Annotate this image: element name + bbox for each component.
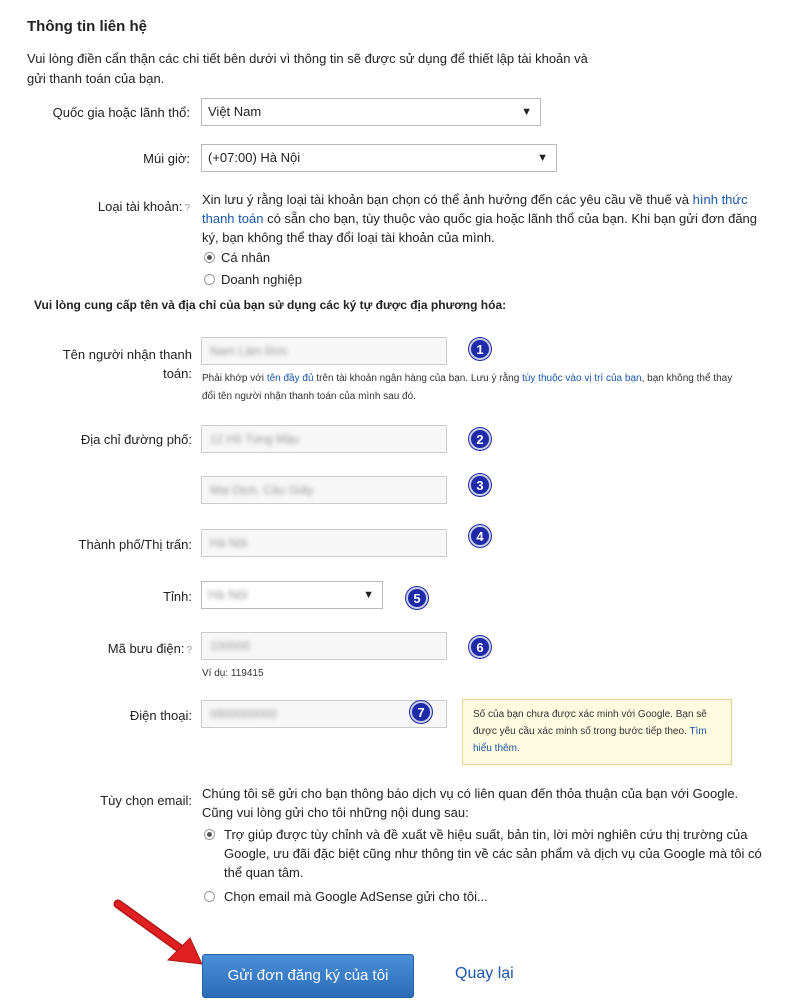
badge-6: 6 [469,636,491,658]
email-option-1-label: Trợ giúp được tùy chỉnh và đề xuất về hiệu suất, bản tin, lời mời nghiên cứu thị trường của Google, ưu đãi đặc biệt cũng như thông tin về các sản phẩm và dịch vụ của Google mà tôi có thể quan tâm. [224,827,762,880]
country-select[interactable] [201,98,541,126]
payee-label-line1: Tên người nhận thanh [62,347,192,362]
radio-selected-icon [204,252,215,263]
caret-down-icon: ▼ [521,106,532,118]
phone-value: 0900000000 [210,707,277,721]
street-value-1: 12 Hồ Tùng Mậu [210,432,300,446]
full-name-link[interactable]: tên đầy đủ [266,373,314,384]
phone-tip-text: Số của bạn chưa được xác minh với Google. Bạn sẽ được yêu cầu xác minh số trong bước tiếp theo. [473,709,707,737]
account-type-note-prefix: Xin lưu ý rằng loại tài khoản bạn chọn có thể ảnh hưởng đến các yêu cầu về thuế và [202,192,690,207]
payee-label-line2: toán: [163,366,192,381]
location-link[interactable]: tùy thuộc vào vị trí của bạn [522,373,642,384]
province-value: Hà Nội [208,587,248,602]
section-title: Thông tin liên hệ [27,18,147,35]
badge-5: 5 [406,587,428,609]
street-input-1[interactable] [201,425,447,453]
postal-label-text: Mã bưu điện: [107,641,185,656]
email-label: Tùy chọn email: [100,793,192,808]
radio-individual-label: Cá nhân [221,250,271,265]
city-value: Hà Nội [210,536,247,550]
street-input-2[interactable] [201,476,447,504]
province-select[interactable] [201,581,383,609]
email-option-1[interactable] [204,825,764,882]
phone-label: Điện thoại: [129,708,192,723]
section-intro: Vui lòng điền cẩn thận các chi tiết bên dưới vì thông tin sẽ được sử dụng để thiết lập tài khoản và gửi thanh toán của bạn. [27,51,588,86]
radio-selected-icon [204,829,215,840]
country-value: Việt Nam [208,104,262,119]
email-option-2-label: Chọn email mà Google AdSense gửi cho tôi... [224,889,488,904]
caret-down-icon: ▼ [537,152,548,164]
timezone-label: Múi giờ: [143,151,190,166]
learn-more-link[interactable]: Tìm hiểu thêm. [473,726,707,754]
localized-heading: Vui lòng cung cấp tên và địa chỉ của bạn sử dụng các ký tự được địa phương hóa: [34,298,507,312]
badge-7: 7 [410,701,432,723]
payment-methods-link[interactable]: hình thức thanh toán [202,192,748,226]
postal-input[interactable] [201,632,447,660]
payee-hint [202,370,742,406]
postal-example: Ví dụ: 119415 [202,668,264,679]
radio-unselected-icon [204,274,215,285]
payee-hint-mid: trên tài khoản ngân hàng của bạn. Lưu ý rằng [316,373,520,384]
account-type-label-text: Loại tài khoản: [97,199,183,214]
email-option-2[interactable] [204,887,764,906]
account-type-note-suffix: Khi bạn gửi đơn đăng ký, bạn không thể thay đổi loại tài khoản của mình. [202,211,758,245]
street-value-2: Mai Dịch, Cầu Giấy [210,483,314,497]
phone-tooltip [462,699,732,765]
radio-business[interactable] [204,270,302,289]
radio-individual[interactable] [204,248,270,267]
badge-2: 2 [469,428,491,450]
badge-4: 4 [469,525,491,547]
caret-down-icon: ▼ [363,589,374,601]
payee-label [20,345,192,383]
country-label: Quốc gia hoặc lãnh thổ: [52,105,190,120]
badge-1: 1 [469,338,491,360]
submit-button[interactable]: Gửi đơn đăng ký của tôi [202,954,414,998]
city-label: Thành phố/Thị trấn: [78,537,192,552]
payee-name-input[interactable] [201,337,447,365]
back-link[interactable]: Quay lại [455,965,514,982]
postal-label [20,641,192,656]
account-type-note-mid: có sẵn cho bạn, tùy thuộc vào quốc gia hoặc lãnh thổ của bạn. [267,211,628,226]
province-label: Tỉnh: [163,589,192,604]
help-icon[interactable]: ? [184,203,190,214]
radio-business-label: Doanh nghiệp [221,272,302,287]
account-type-label [20,199,190,214]
payee-name-value: Nam Lâm Đức [210,344,289,358]
email-intro: Chúng tôi sẽ gửi cho bạn thông báo dịch vụ có liên quan đến thỏa thuận của bạn với Google. Cũng vui lòng gửi cho tôi những nội dung sau: [202,786,739,820]
payee-hint-suffix: , bạn không thể thay đổi tên người nhận thanh toán của mình sau đó. [202,373,733,402]
timezone-select[interactable] [201,144,557,172]
account-type-note [202,190,762,247]
badge-3: 3 [469,474,491,496]
city-input[interactable] [201,529,447,557]
payee-hint-prefix: Phải khớp với [202,373,265,384]
timezone-value: (+07:00) Hà Nội [208,150,301,165]
street-label: Địa chỉ đường phố: [80,432,192,447]
red-arrow-icon [112,898,208,970]
help-icon[interactable]: ? [186,645,192,656]
postal-value: 100000 [210,639,251,653]
